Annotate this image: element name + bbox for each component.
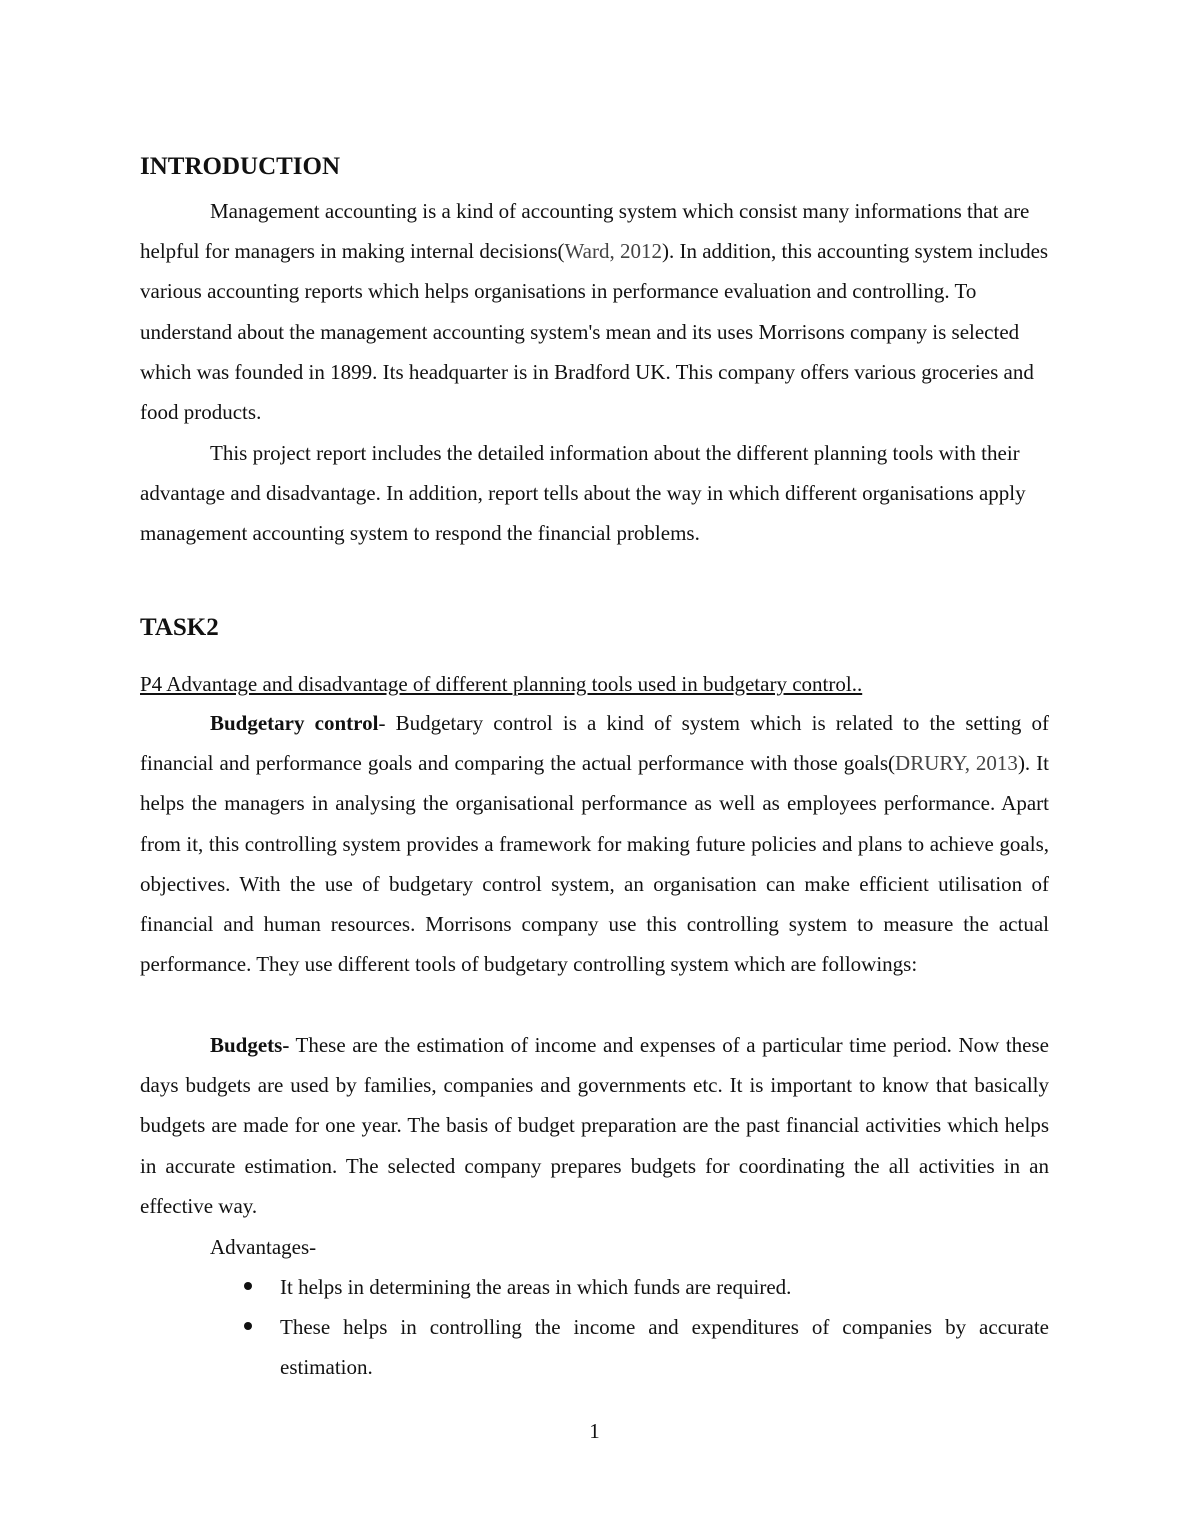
budgetary-control-paragraph: [140, 703, 1049, 984]
bullet-icon: [244, 1282, 252, 1290]
budgetary-text-end: ). It helps the managers in analysing the organisational performance as well as employees performance. Apart from it, this controlling system provides a framework for making future policies and plans to achieve goals, objectives. With the use of budgetary control system, an organisation can make efficient utilisation of financial and human resources. Morrisons company use this controlling system to measure the actual performance. They use different tools of budgetary controlling system which are followings:: [140, 751, 1049, 977]
citation-drury: DRURY, 2013: [895, 751, 1018, 776]
bullet-icon: [244, 1322, 252, 1330]
advantages-list: [140, 1267, 1049, 1388]
advantages-label: Advantages-: [210, 1235, 317, 1259]
intro-paragraph-1: [140, 191, 1049, 432]
advantage-text: These helps in controlling the income and expenditures of companies by accurate estimation.: [280, 1315, 1049, 1380]
budgets-paragraph: [140, 1025, 1049, 1226]
citation-ward: Ward, 2012: [564, 239, 662, 264]
budgets-text: These are the estimation of income and expenses of a particular time period. Now these days budgets are used by families, companies and governments etc. It is important to know that basically budgets are made for one year. The basis of budget preparation are the past financial activities which helps in accurate estimation. The selected company prepares budgets for coordinating the all activities in an effective way.: [140, 1033, 1049, 1218]
advantage-text: It helps in determining the areas in which funds are required.: [280, 1275, 792, 1299]
intro-paragraph-2: This project report includes the detailed information about the different planning tools with their advantage and disadvantage. In addition, report tells about the way in which different organisations apply management accounting system to respond the financial problems.: [140, 441, 1026, 546]
budgetary-control-term: Budgetary control: [210, 711, 379, 735]
list-item: [140, 1267, 1049, 1307]
intro-p1-text-start: Management accounting is a kind of accounting system which consist many informations that are helpful for managers in making internal decisions(: [140, 199, 1030, 264]
p4-subheading: P4 Advantage and disadvantage of different planning tools used in budgetary control..: [140, 672, 863, 696]
introduction-heading: INTRODUCTION: [140, 153, 341, 180]
document-page: [140, 0, 1049, 1540]
task2-heading: TASK2: [140, 614, 219, 641]
page-number: 1: [589, 1419, 600, 1443]
budgetary-text-start: - Budgetary control is a kind of system which is related to the setting of financial and performance goals and comparing the actual performance with those goals(: [140, 711, 1049, 776]
list-item: [140, 1307, 1049, 1387]
budgets-term: Budgets-: [210, 1033, 290, 1057]
intro-p1-text-end: ). In addition, this accounting system includes various accounting reports which helps organisations in performance evaluation and controlling. To understand about the management accounting system's mean and its uses Morrisons company is selected which was founded in 1899. Its headquarter is in Bradford UK. This company offers various groceries and food products.: [140, 239, 1049, 425]
